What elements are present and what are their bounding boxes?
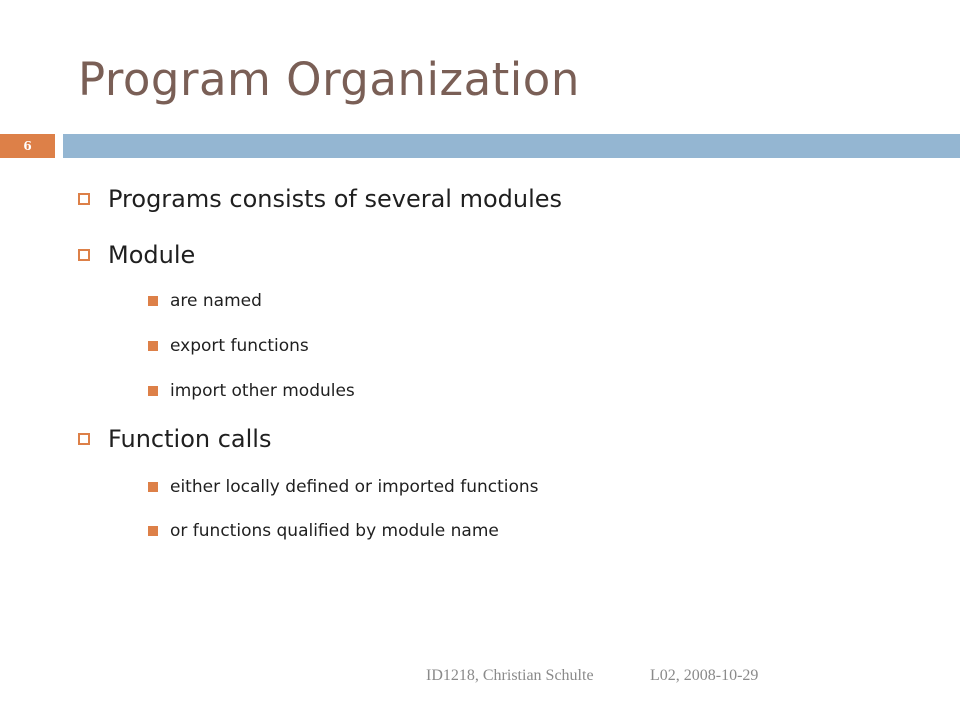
filled-square-bullet-icon xyxy=(148,296,158,306)
hollow-square-bullet-icon xyxy=(78,193,90,205)
sub-bullet-text: either locally defined or imported functions xyxy=(170,477,539,497)
hollow-square-bullet-icon xyxy=(78,433,90,445)
hollow-square-bullet-icon xyxy=(78,249,90,261)
sub-bullet-text: are named xyxy=(170,291,262,311)
bullet-text: Function calls xyxy=(108,425,272,453)
filled-square-bullet-icon xyxy=(148,386,158,396)
sub-bullet-text: import other modules xyxy=(170,381,355,401)
sub-bullet-text: export functions xyxy=(170,336,309,356)
bullet-text: Module xyxy=(108,241,196,269)
filled-square-bullet-icon xyxy=(148,341,158,351)
slide-number: 6 xyxy=(23,139,32,153)
filled-square-bullet-icon xyxy=(148,526,158,536)
footer-lecture-date: L02, 2008-10-29 xyxy=(650,667,759,684)
filled-square-bullet-icon xyxy=(148,482,158,492)
sub-bullet-text: or functions qualified by module name xyxy=(170,521,499,541)
slide-title: Program Organization xyxy=(78,53,580,106)
bullet-text: Programs consists of several modules xyxy=(108,185,563,213)
footer-course-author: ID1218, Christian Schulte xyxy=(426,667,594,684)
